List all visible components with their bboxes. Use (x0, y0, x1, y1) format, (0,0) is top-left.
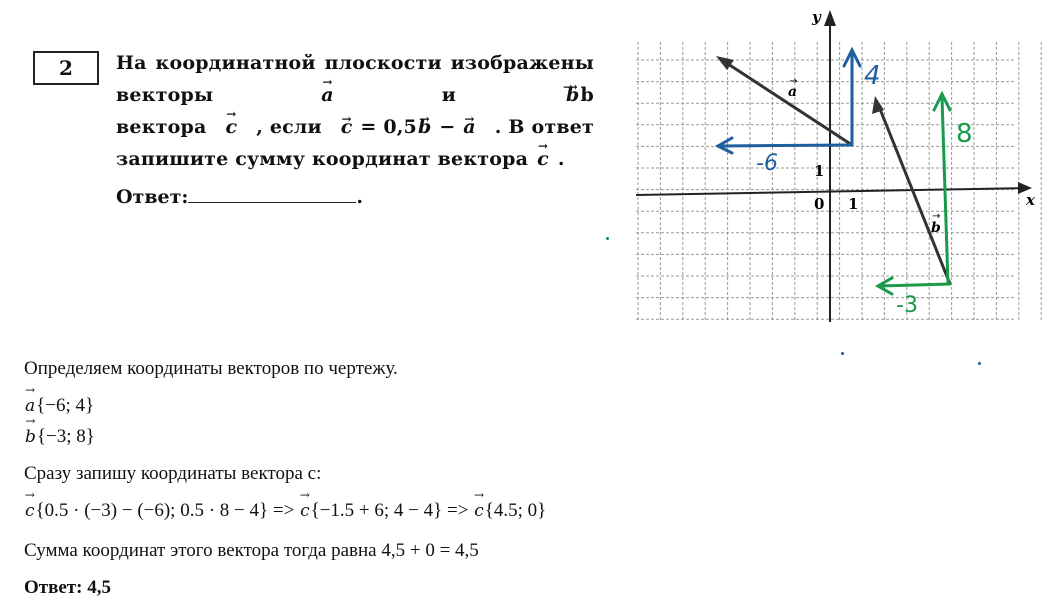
vector-b-label-arrow: → (932, 211, 941, 222)
vector-b (878, 104, 950, 284)
word: . В ответ (494, 116, 594, 138)
stray-dot (606, 237, 609, 240)
problem-line-4 (116, 143, 594, 175)
b-coords: {−3; 8} (36, 426, 95, 447)
vector-a-symbol: → a (320, 79, 335, 111)
problem-line-2 (116, 79, 594, 111)
problem-line-3 (116, 111, 594, 143)
b-dy-arrow (942, 98, 948, 284)
vector-a-symbol: → a (462, 116, 477, 138)
word: . (557, 148, 565, 170)
vector-a-label-arrow: → (789, 76, 798, 87)
a-dx-handwritten: -6 (756, 151, 778, 176)
solution-line-6: Сумма координат этого вектора тогда равна 4,5 + 0 = 4,5 (24, 540, 479, 561)
final-answer: Ответ: 4,5 (24, 577, 111, 598)
vector-b-symbol: → b (24, 427, 37, 447)
word: b (580, 84, 594, 106)
problem-line-1 (116, 47, 594, 79)
b-dx-arrow (878, 284, 950, 286)
x-axis (636, 188, 1030, 195)
b-dy-handwritten: 8 (956, 119, 973, 149)
vector-a-symbol: → a (24, 396, 36, 416)
vector-a (722, 60, 852, 145)
solution-line-4: Сразу запишу координаты вектора с: (24, 463, 322, 484)
stray-dot (841, 352, 844, 355)
answer-label: Ответ: (116, 186, 189, 208)
vector-a-label: a (788, 84, 798, 100)
a-coords: {−6; 4} (36, 395, 95, 416)
a-dx-arrow (718, 145, 852, 146)
word: и (441, 84, 456, 106)
word: векторы (116, 84, 214, 106)
coordinate-plane (630, 0, 1050, 330)
c-part-3: {4.5; 0} (484, 500, 547, 521)
vector-c-symbol: → c (536, 143, 550, 175)
word: = 0,5 (360, 116, 417, 138)
origin-label: 0 (814, 195, 825, 213)
word: На (116, 52, 147, 74)
word: изображены (450, 52, 594, 74)
c-part-2: {−1.5 + 6; 4 − 4} => (310, 500, 469, 521)
solution-line-1: Определяем координаты векторов по чертежу. (24, 358, 398, 379)
solution-b-coords (24, 426, 95, 448)
grid (636, 42, 1050, 322)
solution-c-formula (24, 500, 546, 522)
x-tick-label: 1 (848, 195, 859, 213)
vector-c-symbol: → c (224, 111, 238, 143)
word: вектора (116, 116, 207, 138)
problem-statement (116, 47, 594, 175)
vector-b-label: b (931, 220, 941, 236)
vector-b-symbol: → b (565, 84, 581, 106)
word: координатной (155, 52, 316, 74)
vector-c-symbol: → c (24, 501, 36, 521)
task-number-box (33, 51, 99, 85)
answer-blank (188, 186, 356, 203)
word: − (439, 116, 456, 138)
vector-a-arrowhead (716, 56, 734, 70)
y-axis-arrow (824, 10, 836, 26)
vector-c-symbol: → c (340, 116, 354, 138)
vector-c-symbol: → c (299, 501, 311, 521)
vector-c-symbol: → c (473, 501, 485, 521)
word: , если (256, 116, 322, 138)
task-number: 2 (59, 56, 73, 80)
answer-line (116, 186, 363, 208)
c-part-1: {0.5 · (−3) − (−6); 0.5 · 8 − 4} => (35, 500, 295, 521)
stray-dot (978, 362, 981, 365)
x-axis-label: x (1026, 191, 1035, 209)
a-dy-handwritten: 4 (864, 61, 881, 91)
vector-b-symbol: → b (417, 116, 433, 138)
b-dx-handwritten: -3 (896, 293, 918, 318)
y-tick-label: 1 (814, 162, 825, 180)
word: плоскости (324, 52, 442, 74)
answer-end: . (356, 186, 364, 208)
y-axis-label: y (812, 8, 821, 26)
word: запишите сумму координат вектора (116, 148, 529, 170)
